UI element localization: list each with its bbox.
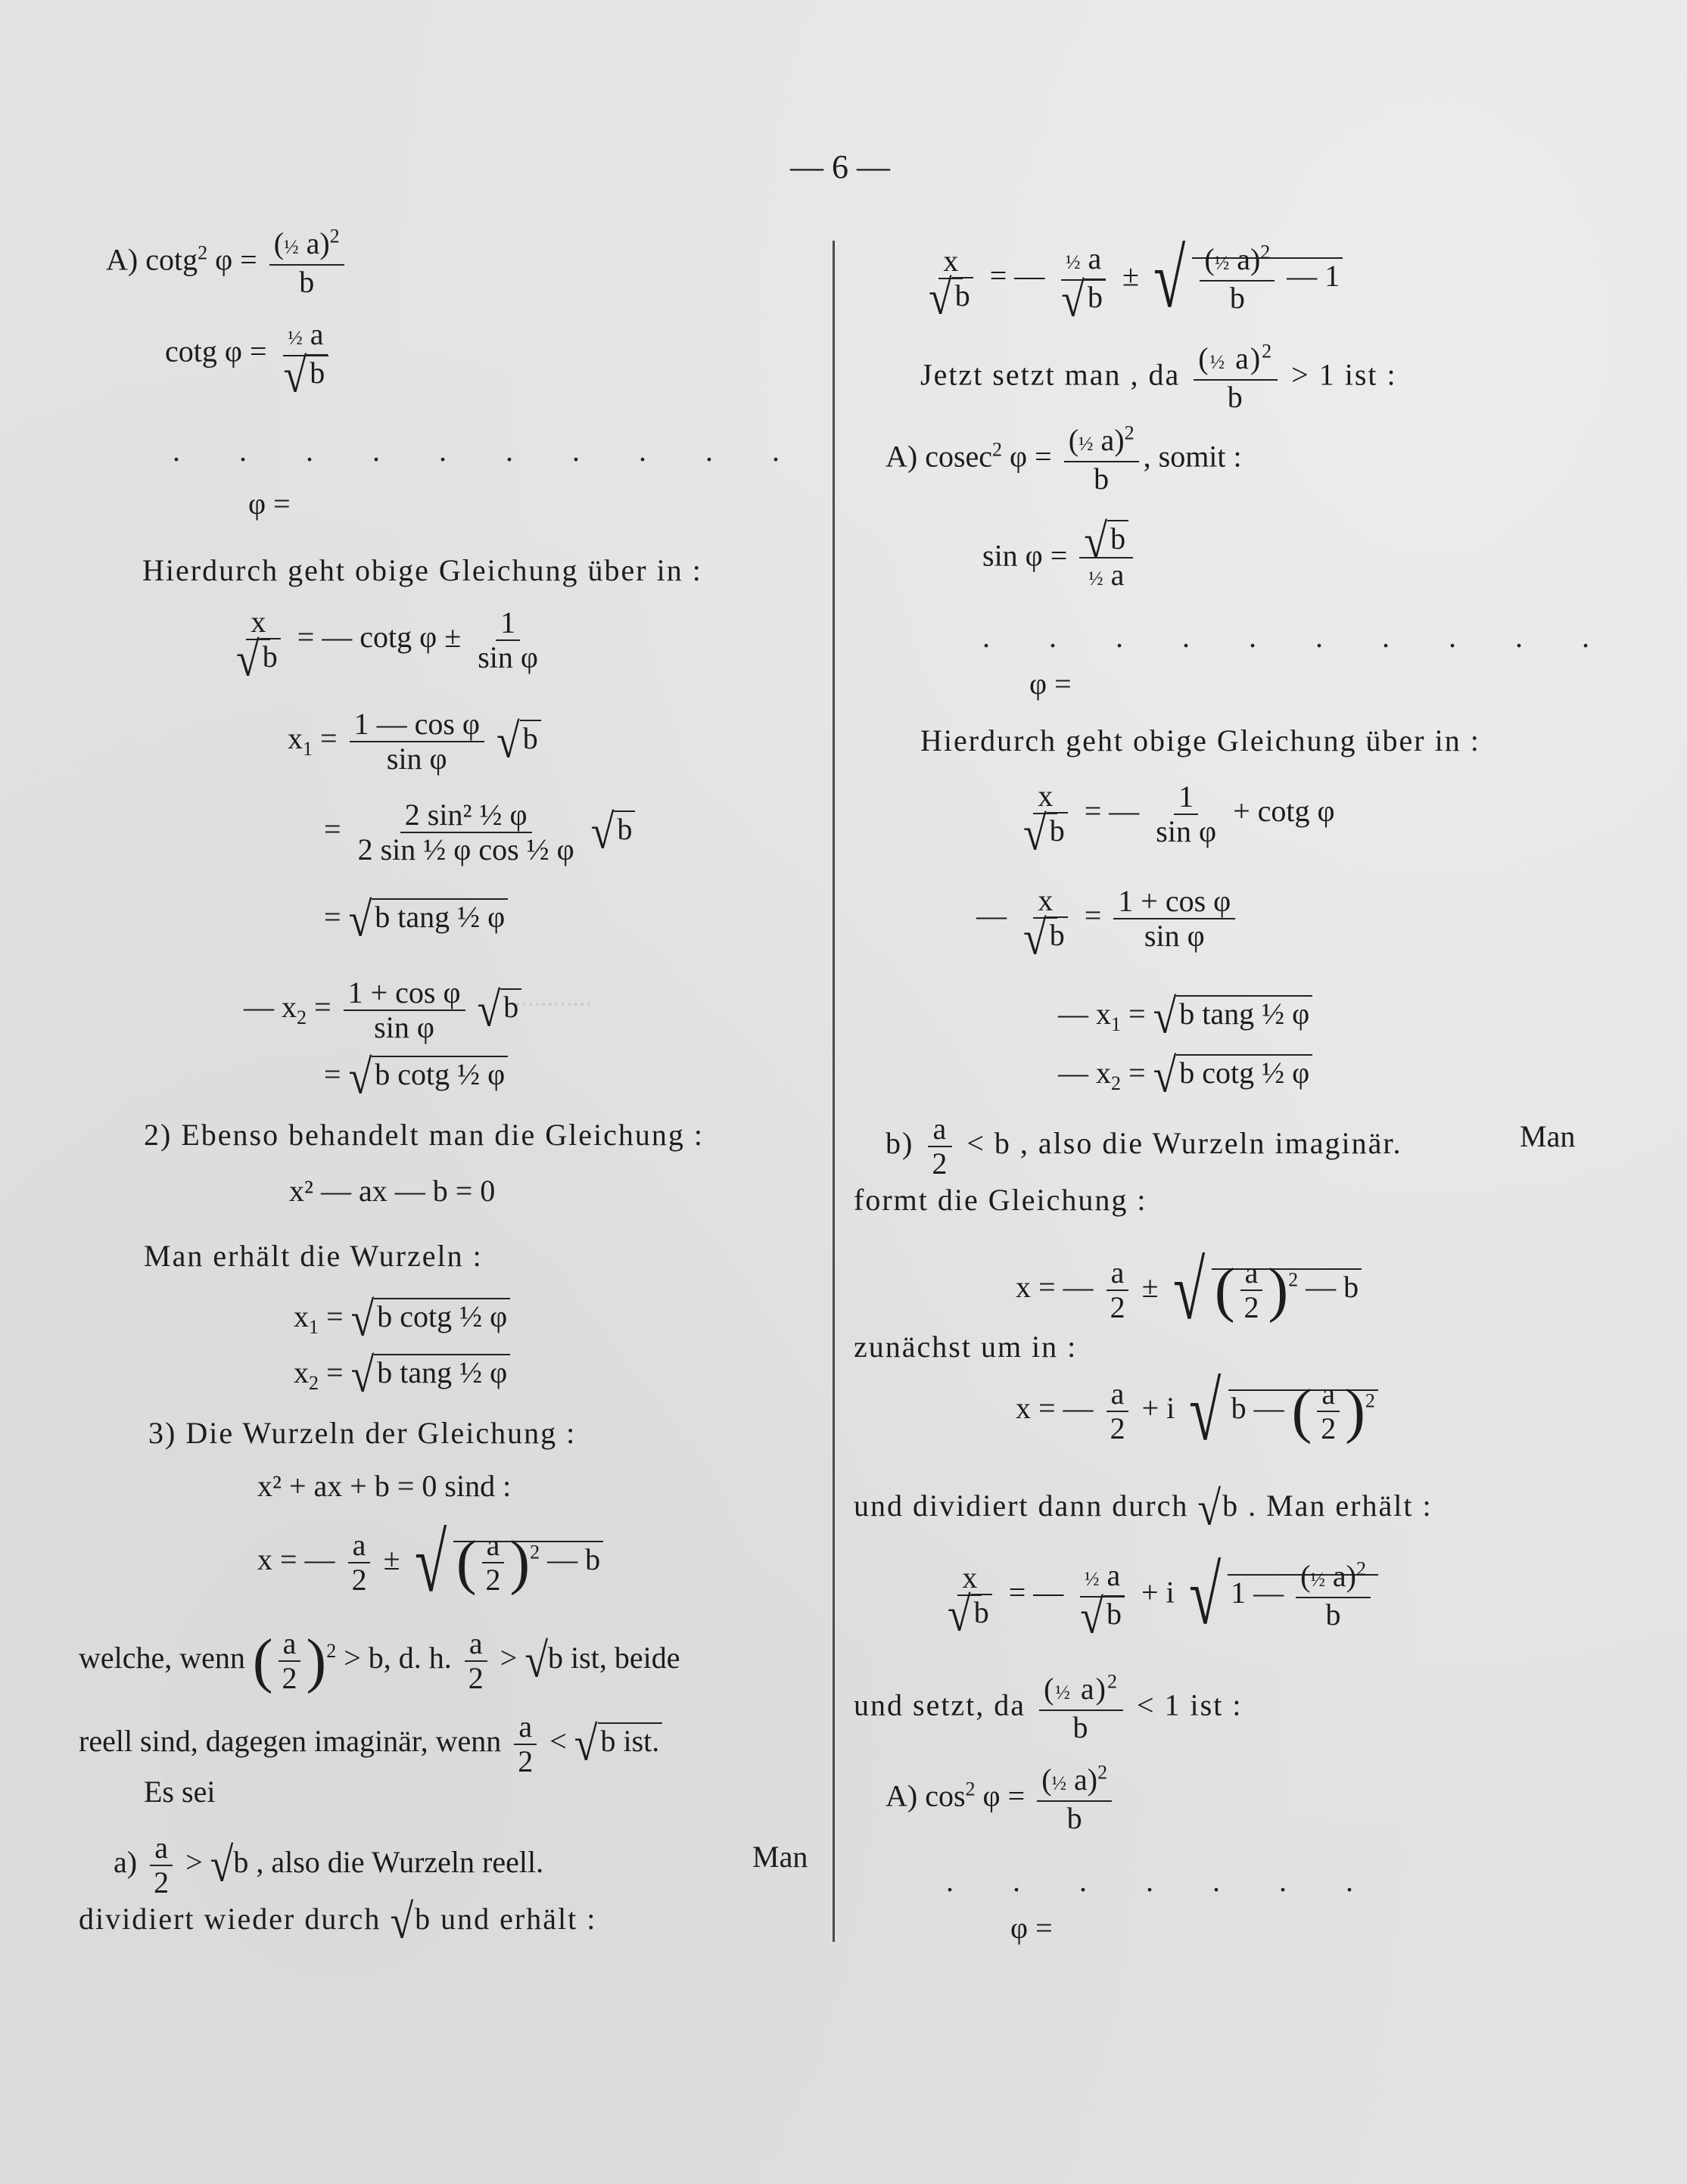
eq-x2-second: = √ b cotg ½ φ — [324, 1056, 508, 1093]
numerator: a — [928, 1112, 952, 1147]
denominator — [1019, 911, 1072, 966]
eq-cos2: A) $\cos^2 \varphi$ = $\frac{(\frac{1}{2} a)^2}{b}$ — [886, 1763, 1116, 1835]
case-3-text: 3) Die Wurzeln der Gleichung : — [148, 1416, 577, 1450]
half: ½ — [1085, 1568, 1100, 1590]
eq-minus: = — — [989, 258, 1045, 293]
term: b cotg ½ φ — [1176, 1054, 1312, 1090]
fraction — [1113, 885, 1235, 953]
fraction — [1019, 883, 1072, 966]
denominator: 2 — [154, 1865, 170, 1899]
radicand: ( $\frac{a}{2}$ )$^2$ — b — [1212, 1268, 1362, 1304]
var-b: b — [520, 720, 541, 755]
page-number: — 6 — — [790, 148, 890, 185]
text: reell sind, dagegen imaginär, wenn — [79, 1724, 502, 1759]
term: b tang ½ φ — [374, 1354, 510, 1389]
denominator: 2 — [1110, 1290, 1125, 1324]
term: b cotg ½ φ — [374, 1298, 510, 1333]
fraction — [924, 243, 978, 325]
text: , somit : — [1143, 439, 1242, 474]
fraction — [1106, 1256, 1130, 1324]
eq-cotg2 — [106, 227, 349, 299]
radical-sign: √ — [236, 633, 260, 687]
cotg-term: cotg — [165, 334, 217, 369]
denominator — [943, 1588, 997, 1642]
var-b: b — [1047, 916, 1068, 952]
numerator: 1 + cos φ — [344, 976, 465, 1011]
half: ½ — [1209, 351, 1227, 373]
fraction — [1075, 1558, 1129, 1644]
radical-sign: √ — [496, 714, 520, 769]
denominator: 2 — [1110, 1411, 1125, 1445]
numerator: a — [150, 1831, 173, 1866]
radical-sign: √ — [1172, 1244, 1205, 1336]
case-label: A) — [886, 439, 918, 474]
phi-result: φ = — [1029, 667, 1072, 701]
fraction — [353, 798, 579, 866]
lhs: x = — — [1016, 1270, 1094, 1305]
radical-sign: √ — [1189, 1365, 1222, 1458]
radical-sign: √ — [1084, 515, 1108, 569]
eq-cotg — [165, 317, 337, 403]
denominator — [1057, 273, 1110, 328]
exp: 2 — [329, 225, 340, 247]
fraction — [344, 976, 465, 1044]
fraction — [1057, 241, 1110, 328]
fraction — [1240, 1256, 1264, 1324]
fraction — [232, 605, 285, 687]
numerator: a — [1107, 1377, 1129, 1412]
man-word: Man — [1520, 1119, 1576, 1153]
fraction — [473, 606, 543, 674]
denominator: sin φ — [478, 639, 538, 674]
term: b tang ½ φ — [1176, 995, 1312, 1031]
numerator: (½ a)$^2$ — [1200, 243, 1275, 282]
var-b: b — [971, 1594, 992, 1629]
fraction — [1151, 780, 1221, 848]
fraction — [513, 1710, 537, 1778]
plus-minus: ± — [1141, 1270, 1159, 1305]
radical-sign: √ — [1080, 1590, 1104, 1644]
case-label: A) — [106, 242, 139, 277]
denominator: b — [1229, 280, 1245, 315]
one-minus: 1 — — [1231, 1575, 1284, 1610]
eq-x1-second: = $\frac{\text{2 sin² ½ φ}}{\text{2 sin ½ φ cos ½ φ}}$ √ b — [324, 798, 635, 866]
var-b: b — [500, 988, 521, 1024]
half: ½ — [1066, 251, 1081, 273]
var-b: b — [260, 638, 281, 674]
subscript: 1 — [309, 1316, 319, 1338]
fraction — [347, 1529, 372, 1597]
case-a-line: a) $\frac{a}{2}$ > √b , also die Wurzeln reell. — [114, 1831, 544, 1899]
text: und setzt, da — [854, 1688, 1026, 1722]
radicand: ( $\frac{a}{2}$ )$^2$ — b — [453, 1541, 603, 1576]
radical-sign: √ — [1153, 1049, 1177, 1103]
var-b: b — [1103, 1595, 1125, 1631]
numerator — [1079, 515, 1133, 569]
eq-cosec2: A) cosec$^2$ φ = $\frac{(\frac{1}{2} a)^2}{b}$ , somit : — [886, 422, 1242, 496]
numerator: 2 sin² ½ φ — [400, 798, 532, 833]
text: b ist. — [598, 1722, 663, 1758]
eq-x1-third: = √ b tang ½ φ — [324, 899, 508, 935]
var-a: a — [306, 226, 320, 260]
var-x: x — [1096, 1056, 1111, 1090]
denominator: b — [1066, 1801, 1082, 1835]
var-a: a — [1332, 1558, 1346, 1593]
dividiert-line — [854, 1482, 1433, 1536]
cotg-term: cotg — [145, 242, 198, 277]
radicand — [1228, 1557, 1378, 1632]
case-label: b) — [886, 1126, 914, 1161]
denominator: sin φ — [374, 1010, 434, 1044]
minus-one: — 1 — [1287, 258, 1340, 293]
radical-sign: √ — [1188, 1549, 1222, 1642]
radical-sign: √ — [1023, 807, 1047, 861]
var-b: b — [1047, 812, 1068, 848]
plus-i: + i — [1141, 1391, 1175, 1426]
radical-sign: √ — [948, 1588, 971, 1642]
minus-b: — b — [547, 1542, 601, 1577]
text: b , also die Wurzeln reell. — [233, 1845, 544, 1880]
denominator: b — [1325, 1597, 1341, 1632]
half: ½ — [1055, 1682, 1072, 1703]
zunaechst-line: zunächst um in : — [854, 1330, 1078, 1364]
eq3: x² + ax + b = 0 sind : — [257, 1469, 512, 1503]
numerator: (½ a)$^2$ — [1064, 424, 1139, 462]
eq-right-x2: — $x_2$ = √ b cotg ½ φ — [1058, 1055, 1312, 1091]
fraction — [1200, 243, 1275, 315]
subscript: 2 — [297, 1006, 307, 1029]
half: ½ — [1088, 567, 1103, 590]
radical-sign: √ — [590, 805, 615, 860]
fraction — [481, 1529, 506, 1597]
denominator: 2 — [485, 1563, 501, 1597]
fraction — [1039, 1672, 1123, 1744]
fraction — [278, 1627, 302, 1695]
denominator — [279, 349, 333, 403]
phi-eq: φ = — [982, 1778, 1026, 1813]
text: b und erhält : — [415, 1902, 597, 1936]
plus-i: + i — [1141, 1575, 1175, 1610]
fraction — [1079, 515, 1133, 596]
denominator: sin φ — [386, 742, 447, 776]
var-x: x — [288, 721, 303, 756]
eq-x2-first: — $x_2$ = $\frac{\text{1 + cos φ}}{\text{sin φ}}$ √ b — [244, 976, 521, 1044]
fraction — [1019, 779, 1072, 861]
radical-sign: √ — [348, 893, 372, 947]
numerator: x — [246, 605, 270, 640]
phi-eq: φ = — [1010, 439, 1052, 474]
case-2-text: 2) Ebenso behandelt man die Gleichung : — [144, 1118, 705, 1152]
numerator: (½ a)$^2$ — [1037, 1763, 1112, 1802]
text: > b, d. h. — [344, 1641, 452, 1675]
fraction — [1037, 1763, 1112, 1835]
numerator: (½ a)$^2$ — [269, 227, 344, 266]
fraction — [350, 708, 484, 776]
term: b cotg ½ φ — [372, 1056, 508, 1091]
eq2: x² — ax — b = 0 — [289, 1174, 496, 1208]
numerator: x — [1033, 884, 1057, 919]
numerator: a — [1240, 1256, 1263, 1291]
numerator: 1 + cos φ — [1113, 885, 1235, 919]
minus-b: — b — [1306, 1270, 1359, 1305]
eq-minus: = — — [1084, 794, 1140, 829]
denominator: 2 — [282, 1661, 297, 1695]
eq3-solution — [257, 1517, 603, 1609]
numerator: a — [482, 1529, 505, 1563]
eq-right-neg-x: — $\frac{x}{√ b}$ = $\frac{\text{1 + cos φ}}{\text{sin φ}}$ — [976, 884, 1240, 954]
intro-text: Hierdurch geht obige Gleichung über in : — [142, 553, 702, 587]
numerator: x — [938, 244, 963, 279]
var-a: a — [1074, 1762, 1088, 1797]
fraction — [149, 1831, 173, 1899]
numerator: a — [1317, 1377, 1340, 1412]
numerator: x — [1033, 779, 1057, 814]
text: < b , also die Wurzeln imaginär. — [966, 1126, 1402, 1161]
plus-minus: ± — [1122, 258, 1139, 293]
eq-sin — [982, 515, 1138, 596]
fraction — [1106, 1377, 1130, 1445]
half: ½ — [1078, 433, 1094, 455]
fraction — [1194, 342, 1278, 414]
column-divider — [833, 241, 835, 1942]
denominator: b — [299, 265, 315, 299]
eq-root-x2: $x_2$ = √ b tang ½ φ — [294, 1355, 510, 1391]
radical-sign: √ — [929, 271, 952, 325]
numerator: 1 — [1174, 780, 1198, 815]
setzt-line — [854, 1672, 1242, 1744]
radical-sign: √ — [390, 1895, 416, 1949]
exp: 2 — [198, 241, 208, 264]
var-b: b — [614, 810, 635, 846]
rhs-term: + cotg φ — [1233, 794, 1335, 829]
subscript: 1 — [303, 738, 313, 761]
man-word: Man — [752, 1840, 808, 1874]
radical-sign: √ — [574, 1717, 598, 1772]
radical-sign: √ — [1153, 990, 1177, 1044]
numerator: 1 — [496, 606, 520, 641]
cos-term: cos — [925, 1778, 966, 1813]
phi-eq: φ = — [215, 242, 257, 277]
imaginary-condition — [79, 1710, 662, 1778]
eq-top-right — [920, 232, 1343, 328]
eq-right-x-form — [1016, 1244, 1362, 1336]
lhs: x = — — [257, 1542, 335, 1577]
formt-line: formt die Gleichung : — [854, 1183, 1147, 1217]
numerator: a — [514, 1710, 537, 1745]
denominator: b — [1094, 462, 1110, 496]
text: b . Man erhält : — [1222, 1489, 1433, 1523]
denominator: sin φ — [1144, 918, 1205, 953]
denominator — [1019, 807, 1072, 861]
eq-right-x1: — $x_1$ = √ b tang ½ φ — [1058, 996, 1312, 1032]
ellipsis-dots: . . . . . . . — [946, 1864, 1379, 1898]
text: dividiert wieder durch — [79, 1902, 381, 1936]
eq-x1-first: $x_1$ = $\frac{\text{1 — cos φ}}{\text{sin φ}}$ √ b — [288, 708, 541, 776]
numerator: a — [1107, 1256, 1129, 1291]
radical-sign: √ — [283, 349, 307, 403]
numerator: (½ a)$^2$ — [1039, 1672, 1123, 1711]
radicand: b — ( $\frac{a}{2}$ )$^2$ — [1228, 1389, 1378, 1425]
eq-right-x — [1014, 779, 1335, 861]
var-b: b — [1085, 278, 1106, 314]
intro-text: Hierdurch geht obige Gleichung über in : — [920, 723, 1480, 758]
denominator — [232, 633, 285, 687]
case-label: A) — [886, 1778, 918, 1813]
half: ½ — [1214, 251, 1230, 274]
denominator: sin φ — [1156, 814, 1217, 848]
denominator: 2 — [351, 1563, 367, 1597]
denominator — [924, 271, 978, 325]
eq-right-imag — [1016, 1365, 1378, 1458]
radical-sign: √ — [210, 1838, 234, 1893]
var-a: a — [1235, 341, 1250, 375]
numerator: (½ a)$^2$ — [1296, 1560, 1371, 1598]
var-b: b — [952, 277, 973, 313]
numerator: a — [348, 1529, 371, 1563]
fraction — [943, 1560, 997, 1642]
radical-sign: √ — [348, 1050, 372, 1105]
half: ½ — [288, 327, 303, 349]
plus-minus: ± — [383, 1542, 400, 1577]
denominator: b — [1227, 380, 1244, 414]
radical-sign: √ — [350, 1293, 375, 1347]
es-sei: Es sei — [144, 1775, 216, 1809]
radical-sign: √ — [524, 1634, 549, 1688]
fraction — [279, 317, 333, 403]
denominator: 2 — [1243, 1290, 1259, 1324]
phi-result: φ = — [248, 487, 291, 521]
var-a: a — [1107, 1558, 1121, 1592]
cosec-term: cosec — [925, 439, 993, 474]
denominator — [1075, 1590, 1129, 1644]
denominator: 2 — [518, 1744, 534, 1778]
b-minus: b — — [1231, 1391, 1284, 1426]
var-x: x — [294, 1299, 309, 1333]
eq-right-divided — [938, 1549, 1378, 1644]
half: ½ — [1310, 1568, 1325, 1591]
denominator: 2 — [468, 1661, 484, 1695]
numerator: a — [465, 1627, 487, 1662]
phi-eq: φ = — [224, 334, 267, 369]
denominator: 2 — [1321, 1411, 1337, 1445]
var-a: a — [1080, 1672, 1096, 1706]
ellipsis-dots: . . . . . . . . . . — [982, 620, 1615, 654]
denominator: 2 — [932, 1146, 949, 1181]
radical-sign: √ — [1197, 1482, 1223, 1536]
rhs-term: = — cotg φ ± — [297, 620, 462, 655]
radical-sign: √ — [1061, 273, 1085, 328]
subscript: 2 — [309, 1372, 319, 1394]
fraction — [464, 1627, 488, 1695]
fraction — [1296, 1557, 1371, 1632]
var-x: x — [1096, 997, 1111, 1031]
var-a: a — [310, 317, 324, 351]
var-b: b — [307, 354, 328, 390]
denominator: 2 sin ½ φ cos ½ φ — [357, 832, 574, 866]
var-a: a — [1100, 423, 1115, 457]
case-b-line — [886, 1112, 1402, 1181]
text: b ist, beide — [548, 1641, 680, 1675]
roots-intro: Man erhält die Wurzeln : — [144, 1239, 483, 1273]
radical-sign: √ — [477, 983, 501, 1038]
text: und dividiert dann durch — [854, 1489, 1189, 1523]
radical-sign: √ — [1153, 232, 1186, 325]
half: ½ — [284, 236, 299, 258]
eq-root-x1: $x_1$ = √ b cotg ½ φ — [294, 1299, 510, 1335]
numerator: 1 — cos φ — [350, 708, 484, 742]
numerator: x — [957, 1561, 982, 1596]
text: < 1 ist : — [1136, 1688, 1243, 1722]
radical-sign: √ — [1023, 911, 1047, 966]
case-label: a) — [114, 1845, 138, 1880]
less-than: < — [549, 1724, 567, 1759]
fraction — [269, 227, 344, 299]
ellipsis-dots: . . . . . . . . . . — [173, 434, 805, 468]
condition-line: welche, wenn ( $\frac{a}{2}$ )$^2$ > b, d. h. $\frac{a}{2}$ > √b ist, beide — [79, 1626, 680, 1695]
half: ½ — [1051, 1772, 1067, 1794]
eq-x-over-root-b — [227, 605, 547, 687]
bleed-through-decoration: ............ — [515, 984, 592, 1012]
fraction — [927, 1112, 953, 1181]
var-x: x — [294, 1355, 309, 1389]
denominator: b — [1072, 1710, 1090, 1744]
lhs: sin φ = — [982, 538, 1068, 573]
fraction — [1316, 1377, 1340, 1445]
numerator: a — [279, 1627, 301, 1662]
radicand — [1192, 241, 1343, 315]
text: > 1 ist : — [1291, 357, 1397, 392]
divide-line — [79, 1895, 597, 1949]
lhs: x = — — [1016, 1391, 1094, 1426]
term: b tang ½ φ — [372, 898, 508, 934]
var-a: a — [1110, 557, 1125, 592]
radical-sign: √ — [414, 1517, 447, 1609]
var-a: a — [1088, 241, 1102, 275]
text: welche, wenn — [79, 1641, 245, 1675]
fraction — [1064, 424, 1139, 496]
numerator: (½ a)$^2$ — [1194, 342, 1278, 381]
text: Jetzt setzt man , da — [920, 357, 1181, 392]
var-x: x — [282, 990, 297, 1025]
phi-result: φ = — [1010, 1911, 1053, 1945]
var-a: a — [1237, 241, 1250, 276]
eq-minus: = — — [1008, 1575, 1064, 1610]
jetzt-line — [920, 342, 1397, 414]
var-b: b — [1107, 520, 1128, 555]
radical-sign: √ — [350, 1349, 375, 1403]
